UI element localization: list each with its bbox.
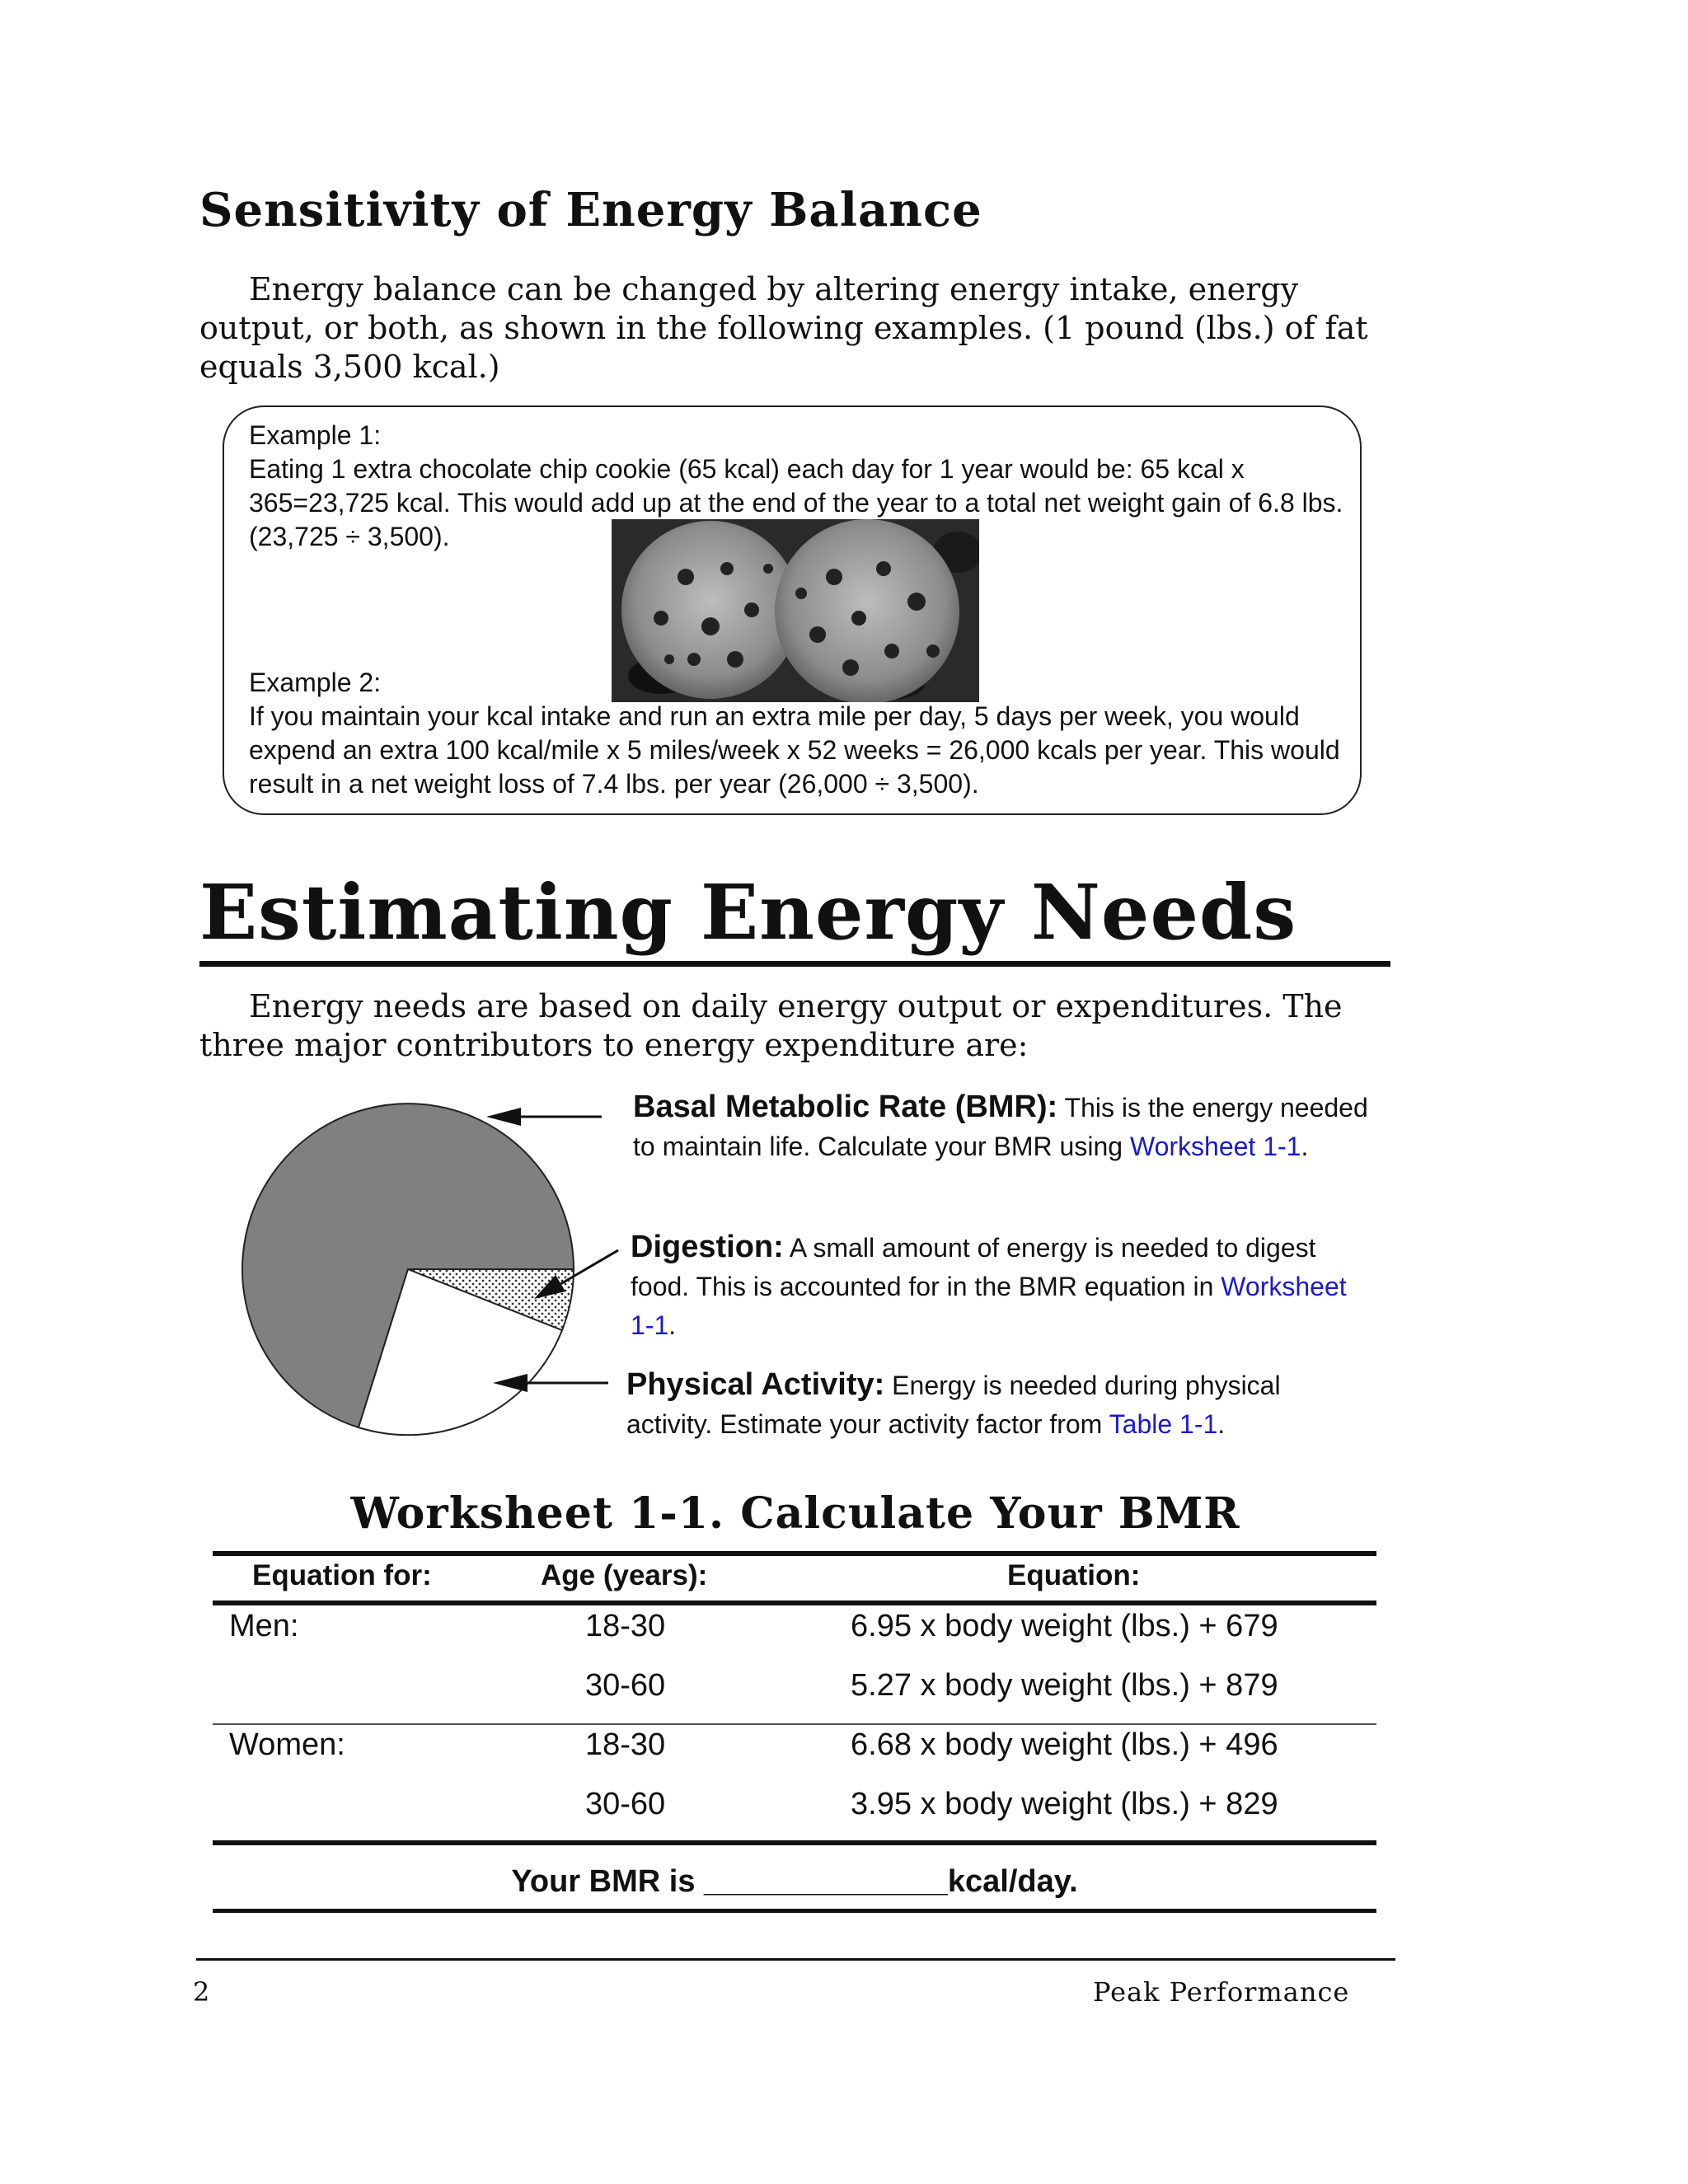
header-equation: Equation: (1007, 1559, 1141, 1591)
worksheet-title: Worksheet 1-1. Calculate Your BMR (350, 1488, 1240, 1539)
footer-title: Peak Performance (1093, 1976, 1350, 2008)
table-top-rule (213, 1551, 1376, 1556)
row-age: 18-30 (585, 1609, 666, 1643)
title-divider (199, 961, 1390, 967)
header-age: Age (years): (541, 1559, 708, 1591)
page-number: 2 (193, 1976, 210, 2008)
bmr-result-prefix: Your BMR is (511, 1864, 705, 1899)
worksheet-link-bmr[interactable]: Worksheet 1-1 (1129, 1132, 1301, 1161)
digestion-text: A small amount of energy is needed to digest food. This is accounted for in the BMR equation in (631, 1233, 1316, 1301)
bmr-term: Basal Metabolic Rate (BMR): (633, 1090, 1058, 1124)
row-group: Women: (229, 1727, 345, 1762)
activity-text: Energy is needed during physical activity. Estimate your activity factor from (626, 1371, 1281, 1439)
row-equation: 5.27 x body weight (lbs.) + 879 (851, 1668, 1278, 1703)
row-age: 18-30 (585, 1727, 666, 1762)
page-title: Estimating Energy Needs (199, 868, 1297, 957)
bmr-result-suffix: kcal/day. (947, 1864, 1078, 1899)
example-1-label: Example 1: (249, 420, 382, 450)
needs-intro (199, 987, 1395, 1065)
example-2 (249, 666, 1345, 801)
row-equation: 6.95 x body weight (lbs.) + 679 (851, 1609, 1278, 1643)
digestion-term: Digestion: (631, 1230, 784, 1264)
section-title: Sensitivity of Energy Balance (199, 183, 982, 237)
row-equation: 3.95 x body weight (lbs.) + 829 (851, 1787, 1278, 1821)
bmr-result-line (213, 1864, 1376, 1900)
activity-period: . (1217, 1409, 1226, 1439)
header-rule (213, 1601, 1376, 1605)
digestion-description (631, 1228, 1372, 1345)
bmr-period: . (1301, 1132, 1309, 1161)
row-group: Men: (229, 1609, 299, 1643)
activity-term: Physical Activity: (626, 1367, 885, 1402)
bmr-description (633, 1088, 1375, 1166)
section-intro (199, 270, 1395, 387)
bmr-underline-rule (213, 1909, 1376, 1913)
example-2-label: Example 2: (249, 668, 382, 697)
header-equation-for: Equation for: (252, 1559, 432, 1591)
worksheet-link-digestion[interactable]: Worksheet 1-1 (631, 1272, 1347, 1340)
digestion-period: . (668, 1310, 677, 1340)
row-age: 30-60 (585, 1668, 666, 1703)
row-age: 30-60 (585, 1787, 666, 1821)
arrow-bmr (486, 1108, 602, 1126)
example-2-text: If you maintain your kcal intake and run an extra mile per day, 5 days per week, you would expend an extra 100 kcal/mile x 5 miles/week x 52 weeks = 26,000 kcals per year. This would result in a net weight loss of 7.4 lbs. per year (26,000 ÷ 3,500). (249, 701, 1340, 799)
activity-description (626, 1366, 1368, 1444)
example-1-text: Eating 1 extra chocolate chip cookie (65 kcal) each day for 1 year would be: 65 kcal x 365=23,725 kcal. This would add up at the end of the year to a total net weight gain of 6.8 lbs. (23,725 ÷ 3,500). (249, 454, 1343, 551)
group-divider (213, 1723, 1376, 1725)
examples-box (223, 405, 1362, 815)
needs-paragraph: Energy needs are based on daily energy output or expenditures. The three major contributors to energy expenditure are: (199, 988, 1343, 1063)
footer-divider (196, 1958, 1395, 1961)
row-equation: 6.68 x body weight (lbs.) + 496 (851, 1727, 1278, 1762)
table-bottom-rule (213, 1840, 1376, 1845)
bmr-text: This is the energy needed to maintain life. Calculate your BMR using (633, 1093, 1368, 1161)
bmr-input-blank[interactable]: ______________ (704, 1864, 948, 1899)
table-link-activity[interactable]: Table 1-1 (1109, 1409, 1218, 1439)
intro-paragraph: Energy balance can be changed by altering energy intake, energy output, or both, as shown in the following examples. (1 pound (lbs.) of fat equals 3,500 kcal.) (199, 271, 1368, 385)
